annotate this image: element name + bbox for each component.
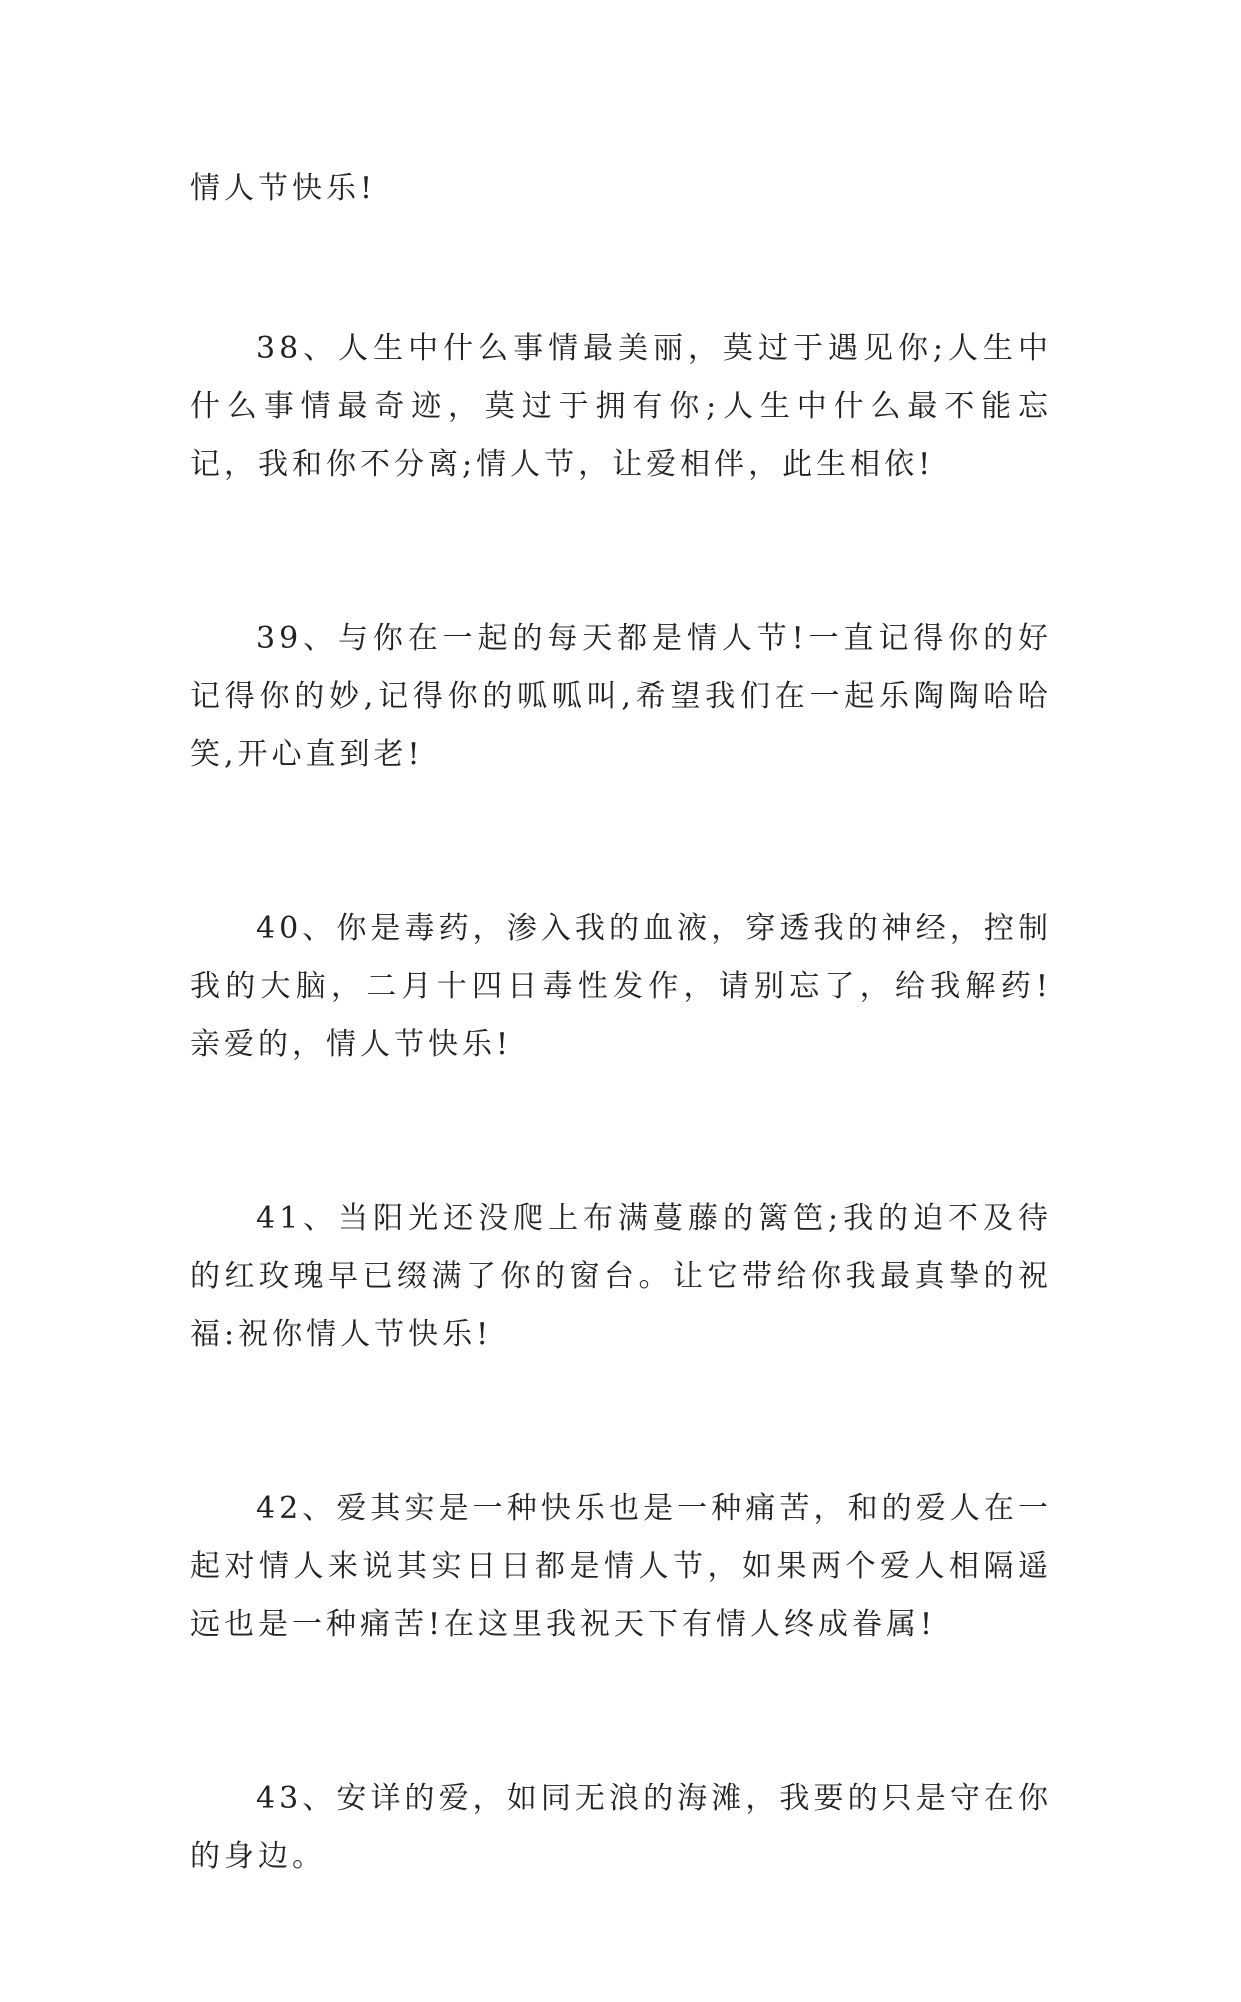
paragraph-38: 38、人生中什么事情最美丽，莫过于遇见你;人生中什么事情最奇迹，莫过于拥有你;人生中什么最不能忘记，我和你不分离;情人节，让爱相伴，此生相依! (190, 331, 1052, 482)
paragraph-40: 40、你是毒药，渗入我的血液，穿透我的神经，控制我的大脑，二月十四日毒性发作，请别忘了，给我解药!亲爱的，情人节快乐! (190, 911, 1052, 1062)
paragraph-39: 39、与你在一起的每天都是情人节!一直记得你的好记得你的妙,记得你的呱呱叫,希望我们在一起乐陶陶哈哈笑,开心直到老! (190, 621, 1052, 772)
paragraph-continuation: 情人节快乐! (190, 171, 377, 206)
document-page (190, 160, 1052, 2002)
paragraph-43: 43、安详的爱，如同无浪的海滩，我要的只是守在你的身边。 (190, 1781, 1052, 1874)
paragraph-42: 42、爱其实是一种快乐也是一种痛苦，和的爱人在一起对情人来说其实日日都是情人节，如果两个爱人相隔遥远也是一种痛苦!在这里我祝天下有情人终成眷属! (190, 1491, 1052, 1642)
paragraph-41: 41、当阳光还没爬上布满蔓藤的篱笆;我的迫不及待的红玫瑰早已缀满了你的窗台。让它带给你我最真挚的祝福:祝你情人节快乐! (190, 1201, 1052, 1352)
